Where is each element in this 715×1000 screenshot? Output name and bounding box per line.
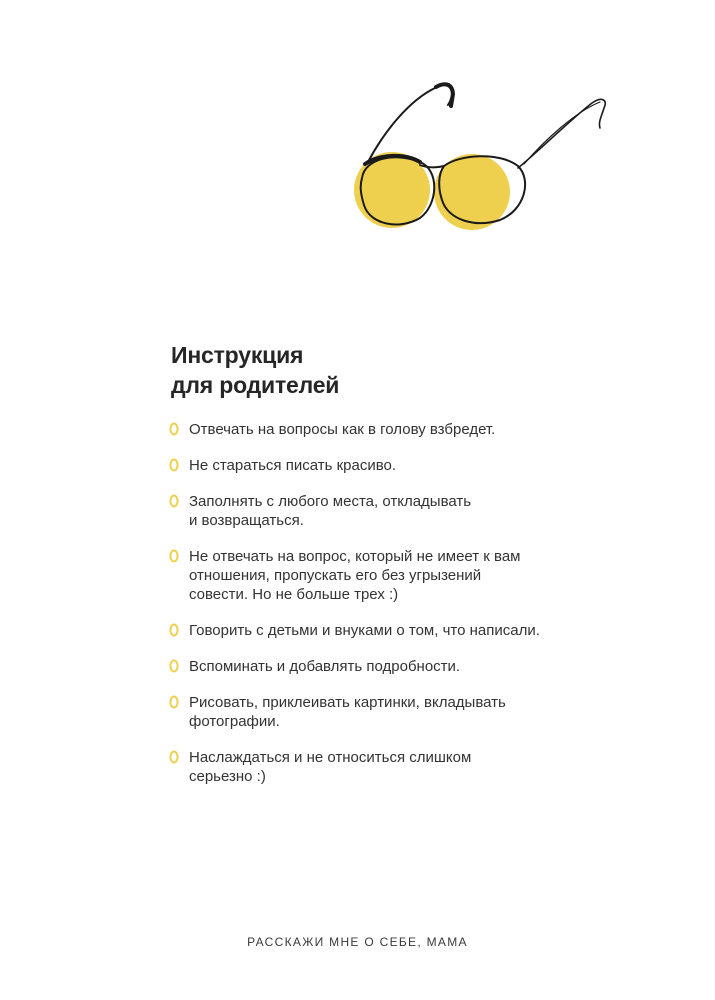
list-item [169,492,589,530]
list-item-text: Не отвечать на вопрос, который не имеет к вам отношения, пропускать его без угрызений совести. Но не больше трех :) [189,548,521,603]
glasses-icon [340,70,620,240]
list-item [169,420,589,439]
list-item [169,547,589,604]
list-item-text: Отвечать на вопросы как в голову взбредет. [189,421,496,438]
list-item-text: Не стараться писать красиво. [189,457,397,474]
list-item-text: Рисовать, приклеивать картинки, вкладывать фотографии. [189,694,506,730]
yellow-ring-bullet-icon [169,750,183,764]
list-item-text: Вспоминать и добавлять подробности. [189,658,461,675]
list-item [169,456,589,475]
yellow-ring-bullet-icon [169,458,183,472]
footer-caption: РАССКАЖИ МНЕ О СЕБЕ, МАМА [247,935,468,949]
list-item [169,657,589,676]
list-item [169,748,589,786]
yellow-ring-bullet-icon [169,422,183,436]
list-item [169,693,589,731]
title-line-2: для родителей [171,372,340,398]
page-title [171,340,339,400]
list-item-text: Говорить с детьми и внуками о том, что написали. [189,622,540,639]
title-line-1: Инструкция [171,342,304,368]
list-item-text: Наслаждаться и не относиться слишком серьезно :) [189,749,472,785]
list-item-text: Заполнять с любого места, откладывать и возвращаться. [189,493,472,529]
yellow-ring-bullet-icon [169,549,183,563]
yellow-ring-bullet-icon [169,659,183,673]
yellow-ring-bullet-icon [169,695,183,709]
yellow-ring-bullet-icon [169,623,183,637]
yellow-ring-bullet-icon [169,494,183,508]
list-item [169,621,589,640]
instruction-list [169,420,589,803]
